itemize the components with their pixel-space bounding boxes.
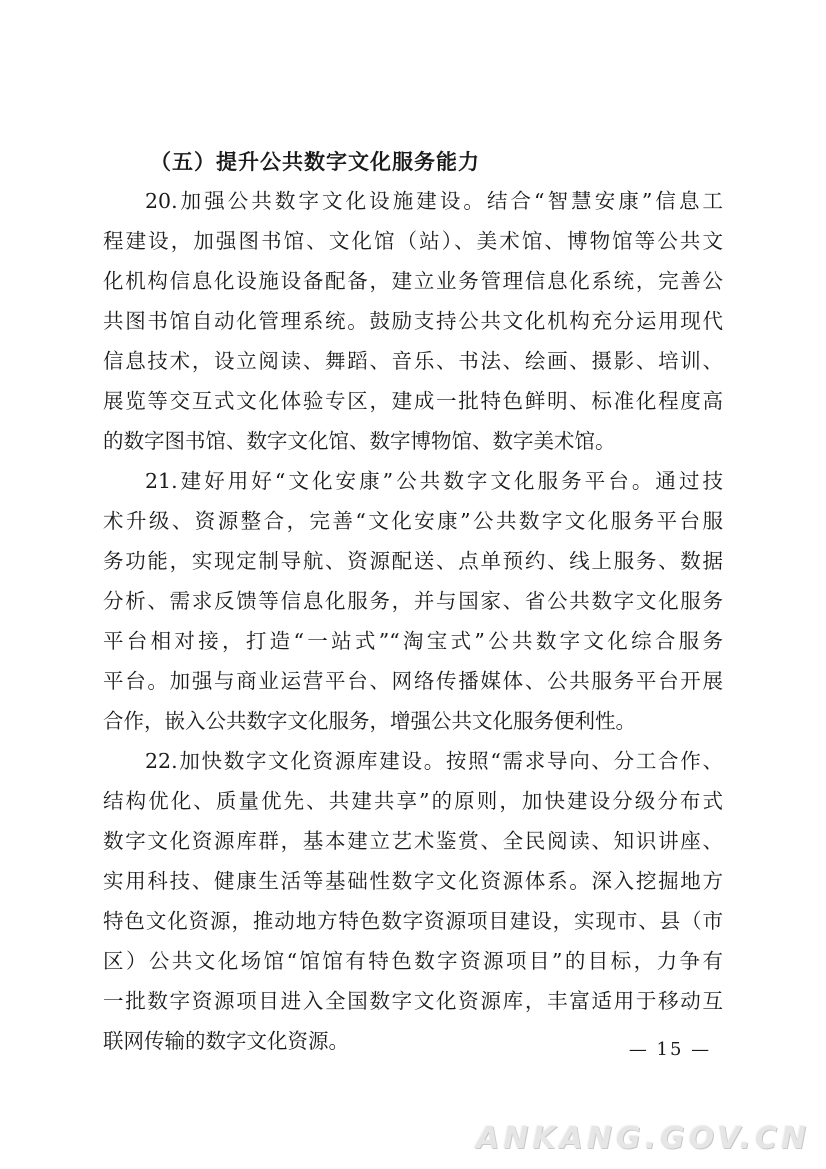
paragraph-20-line: 的数字图书馆、数字文化馆、数字博物馆、数字美术馆。: [103, 429, 616, 453]
paragraph-22-line: 22.加快数字文化资源库建设。按照“需求导向、分工合作、: [145, 749, 723, 773]
paragraph-22-line: 结构优化、质量优先、共建共享”的原则，加快建设分级分布式: [103, 789, 723, 813]
site-watermark: ANKANG.GOV.CN: [475, 1121, 810, 1156]
paragraph-20-line: 20.加强公共数字文化设施建设。结合“智慧安康”信息工: [145, 189, 723, 213]
paragraph-20-line: 程建设，加强图书馆、文化馆（站）、美术馆、博物馆等公共文: [103, 229, 723, 253]
paragraph-22-line: 特色文化资源，推动地方特色数字资源项目建设，实现市、县（市: [103, 909, 723, 933]
paragraph-22-line: 联网传输的数字文化资源。: [103, 1029, 349, 1053]
paragraph-21-line: 合作，嵌入公共数字文化服务，增强公共文化服务便利性。: [103, 709, 636, 733]
paragraph-22-line: 实用科技、健康生活等基础性数字文化资源体系。深入挖掘地方: [103, 869, 723, 893]
paragraph-20-line: 共图书馆自动化管理系统。鼓励支持公共文化机构充分运用现代: [103, 309, 723, 333]
paragraph-21-line: 平台。加强与商业运营平台、网络传播媒体、公共服务平台开展: [103, 669, 723, 693]
paragraph-21-line: 术升级、资源整合，完善“文化安康”公共数字文化服务平台服: [103, 509, 723, 533]
paragraph-20-line: 展览等交互式文化体验专区，建成一批特色鲜明、标准化程度高: [103, 389, 723, 413]
paragraph-22-line: 一批数字资源项目进入全国数字文化资源库，丰富适用于移动互: [103, 989, 723, 1013]
paragraph-21-line: 平台相对接，打造“一站式”“淘宝式”公共数字文化综合服务: [103, 629, 723, 653]
paragraph-20-line: 化机构信息化设施设备配备，建立业务管理信息化系统，完善公: [103, 269, 723, 293]
paragraph-21-line: 分析、需求反馈等信息化服务，并与国家、省公共数字文化服务: [103, 589, 723, 613]
paragraph-22-line: 区）公共文化场馆“馆馆有特色数字资源项目”的目标，力争有: [103, 949, 723, 973]
paragraph-20-line: 信息技术，设立阅读、舞蹈、音乐、书法、绘画、摄影、培训、: [103, 349, 723, 373]
paragraph-21-line: 21.建好用好“文化安康”公共数字文化服务平台。通过技: [145, 469, 723, 493]
page-number: — 15 —: [628, 1039, 712, 1060]
section-heading: （五）提升公共数字文化服务能力: [150, 150, 480, 174]
paragraph-22-line: 数字文化资源库群，基本建立艺术鉴赏、全民阅读、知识讲座、: [103, 829, 723, 853]
paragraph-21-line: 务功能，实现定制导航、资源配送、点单预约、线上服务、数据: [103, 549, 723, 573]
